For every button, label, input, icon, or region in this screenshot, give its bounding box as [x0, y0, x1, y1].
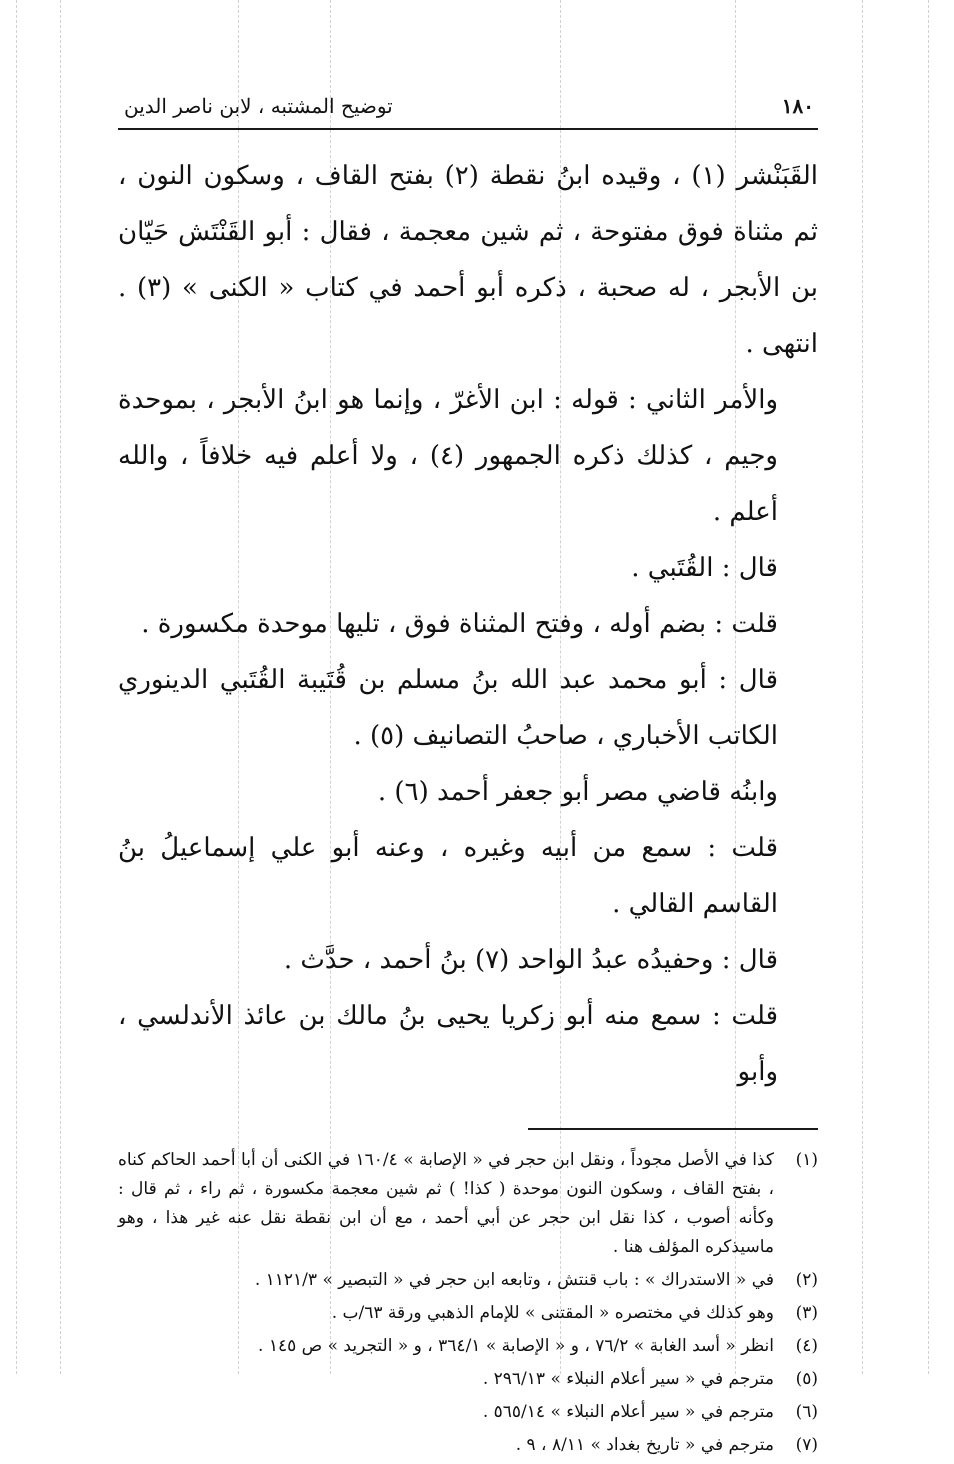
footnote-number: (٥) [795, 1369, 818, 1389]
footnote-text: كذا في الأصل مجوداً ، ونقل ابن حجر في « الإصابة » ١٦٠/٤ في الكنى أن أبا أحمد الحاكم كناه ، بفتح القاف ، وسكون النون موحدة ( كذا! ) ثم شين معجمة مكسورة ، ثم راء ، ثم قال : وكأنه أصوب ، كذا نقل ابن حجر عن أبي أحمد ، مع أن ابن نقطة نقل عنه غير هذا ، وهو ماسيذكره المؤلف هنا . [118, 1150, 775, 1257]
footnotes [118, 1146, 818, 1460]
page-number: ١٨٠ [781, 94, 814, 118]
guide-line [60, 0, 61, 1374]
paragraph: القَبَنْشر (١) ، وقيده ابنُ نقطة (٢) بفتح القاف ، وسكون النون ، ثم مثناة فوق مفتوحة ، ثم شين معجمة ، فقال : أبو القَنْتَش حَيّان بن الأبجر ، له صحبة ، ذكره أبو أحمد في كتاب « الكنى » (٣) . انتهى . [118, 161, 819, 359]
paragraph: وابنُه قاضي مصر أبو جعفر أحمد (٦) . [377, 777, 778, 807]
footnote [118, 1332, 818, 1361]
footnote-number: (٦) [795, 1402, 818, 1422]
footnote [118, 1146, 818, 1262]
footnote [118, 1431, 818, 1460]
paragraph: قلت : سمع منه أبو زكريا يحيى بنُ مالك بن عائذ الأندلسي ، وأبو [118, 1001, 778, 1087]
footnote [118, 1398, 818, 1427]
footnote-number: (٤) [795, 1336, 818, 1356]
book-page [118, 88, 818, 1464]
footnote-text: مترجم في « سير أعلام النبلاء » ٥٦٥/١٤ . [482, 1402, 774, 1422]
guide-line [928, 0, 929, 1374]
paragraph: قال : وحفيدُه عبدُ الواحد (٧) بنُ أحمد ، حدَّث . [283, 945, 778, 975]
paragraph: قلت : بضم أوله ، وفتح المثناة فوق ، تليها موحدة مكسورة . [141, 609, 778, 639]
footnote-text: في « الاستدراك » : باب قنتش ، وتابعه ابن حجر في « التبصير » ١١٢١/٣ . [254, 1270, 774, 1290]
footnote-number: (٢) [795, 1270, 818, 1290]
footnote-separator [528, 1128, 818, 1130]
paragraph: قال : القُتَبي . [631, 553, 778, 583]
footnote-text: مترجم في « سير أعلام النبلاء » ٢٩٦/١٣ . [482, 1369, 774, 1389]
footnote-number: (٧) [795, 1435, 818, 1455]
running-title: توضيح المشتبه ، لابن ناصر الدين [124, 94, 393, 118]
footnote [118, 1266, 818, 1295]
footnote-text: مترجم في « تاريخ بغداد » ٨/١١ ، ٩ . [515, 1435, 774, 1455]
guide-line [862, 0, 863, 1374]
footnote-number: (٣) [795, 1303, 818, 1323]
guide-line [16, 0, 17, 1374]
paragraph: قلت : سمع من أبيه وغيره ، وعنه أبو علي إسماعيلُ بنُ القاسم القالي . [118, 833, 778, 919]
footnote-text: انظر « أسد الغابة » ٧٦/٢ ، و « الإصابة » ٣٦٤/١ ، و « التجريد » ص ١٤٥ . [258, 1336, 774, 1356]
paragraph: قال : أبو محمد عبد الله بنُ مسلم بن قُتَيبة القُتَبي الدينوري الكاتب الأخباري ، صاحبُ التصانيف (٥) . [118, 665, 778, 751]
footnote [118, 1365, 818, 1394]
footnote-number: (١) [795, 1150, 818, 1170]
main-text [118, 148, 818, 1100]
running-head [118, 88, 818, 130]
paragraph: والأمر الثاني : قوله : ابن الأغرّ ، وإنما هو ابنُ الأبجر ، بموحدة وجيم ، كذلك ذكره الجمهور (٤) ، ولا أعلم فيه خلافاً ، والله أعلم . [118, 385, 778, 527]
footnote [118, 1299, 818, 1328]
footnote-text: وهو كذلك في مختصره « المقتنى » للإمام الذهبي ورقة ٦٣/ب . [331, 1303, 774, 1323]
